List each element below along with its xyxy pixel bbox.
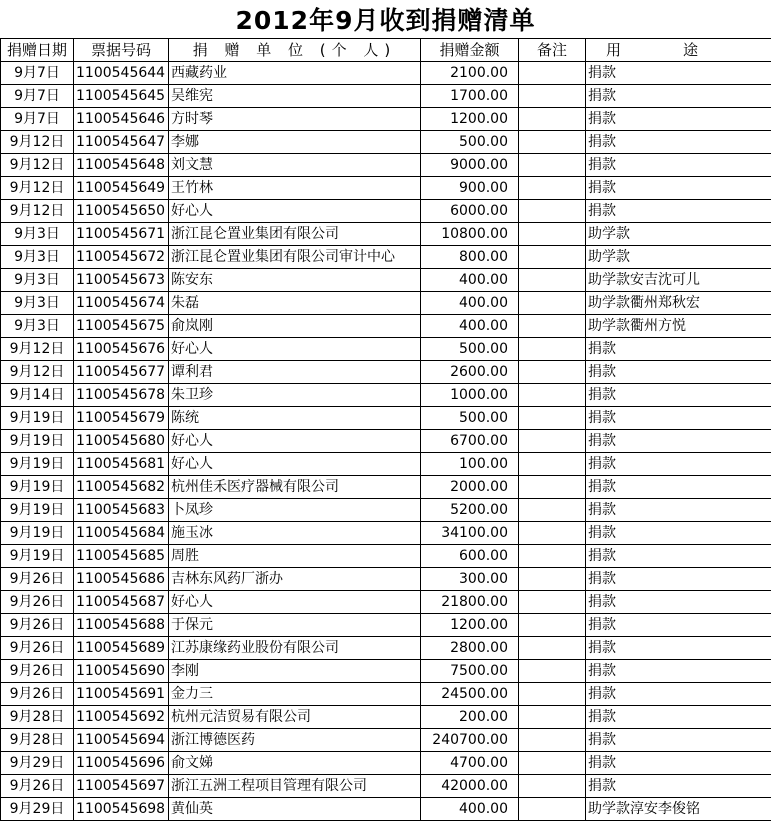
cell-amount: 2800.00	[421, 637, 519, 660]
cell-use: 捐款	[586, 476, 771, 499]
cell-receipt: 1100545672	[74, 246, 169, 269]
cell-amount: 900.00	[421, 177, 519, 200]
cell-amount: 800.00	[421, 246, 519, 269]
cell-use: 捐款	[586, 545, 771, 568]
cell-note	[519, 200, 586, 223]
table-row	[1, 407, 771, 430]
cell-use: 捐款	[586, 522, 771, 545]
cell-receipt: 1100545648	[74, 154, 169, 177]
cell-donor: 吉林东风药厂浙办	[169, 568, 421, 591]
cell-receipt: 1100545689	[74, 637, 169, 660]
cell-use: 捐款	[586, 407, 771, 430]
cell-donor: 好心人	[169, 453, 421, 476]
cell-amount: 500.00	[421, 131, 519, 154]
cell-use: 捐款	[586, 499, 771, 522]
cell-donor: 陈安东	[169, 269, 421, 292]
cell-note	[519, 660, 586, 683]
cell-date: 9月7日	[1, 108, 74, 131]
cell-date: 9月3日	[1, 269, 74, 292]
cell-note	[519, 269, 586, 292]
cell-use: 助学款	[586, 246, 771, 269]
table-row	[1, 568, 771, 591]
cell-date: 9月19日	[1, 430, 74, 453]
cell-amount: 400.00	[421, 798, 519, 821]
cell-donor: 卜凤珍	[169, 499, 421, 522]
cell-use: 捐款	[586, 683, 771, 706]
cell-receipt: 1100545688	[74, 614, 169, 637]
cell-use: 助学款衢州郑秋宏	[586, 292, 771, 315]
cell-date: 9月19日	[1, 522, 74, 545]
table-row	[1, 729, 771, 752]
cell-receipt: 1100545697	[74, 775, 169, 798]
cell-receipt: 1100545646	[74, 108, 169, 131]
cell-note	[519, 752, 586, 775]
table-row	[1, 292, 771, 315]
table-row	[1, 476, 771, 499]
cell-note	[519, 62, 586, 85]
cell-donor: 杭州佳禾医疗器械有限公司	[169, 476, 421, 499]
cell-note	[519, 683, 586, 706]
table-row	[1, 200, 771, 223]
cell-use: 捐款	[586, 637, 771, 660]
cell-amount: 2000.00	[421, 476, 519, 499]
cell-donor: 李刚	[169, 660, 421, 683]
cell-note	[519, 108, 586, 131]
cell-date: 9月29日	[1, 798, 74, 821]
cell-donor: 浙江五洲工程项目管理有限公司	[169, 775, 421, 798]
cell-receipt: 1100545685	[74, 545, 169, 568]
cell-donor: 浙江昆仑置业集团有限公司	[169, 223, 421, 246]
cell-receipt: 1100545682	[74, 476, 169, 499]
cell-receipt: 1100545691	[74, 683, 169, 706]
cell-date: 9月26日	[1, 614, 74, 637]
table-row	[1, 522, 771, 545]
cell-use: 捐款	[586, 85, 771, 108]
cell-amount: 24500.00	[421, 683, 519, 706]
cell-use: 捐款	[586, 706, 771, 729]
table-row	[1, 223, 771, 246]
donation-table	[0, 38, 771, 821]
table-row	[1, 131, 771, 154]
cell-date: 9月28日	[1, 706, 74, 729]
cell-donor: 李娜	[169, 131, 421, 154]
cell-date: 9月12日	[1, 177, 74, 200]
cell-receipt: 1100545678	[74, 384, 169, 407]
cell-donor: 俞文娣	[169, 752, 421, 775]
table-row	[1, 683, 771, 706]
cell-note	[519, 177, 586, 200]
cell-date: 9月3日	[1, 315, 74, 338]
cell-donor: 朱磊	[169, 292, 421, 315]
cell-donor: 好心人	[169, 591, 421, 614]
table-row	[1, 798, 771, 821]
cell-receipt: 1100545683	[74, 499, 169, 522]
cell-receipt: 1100545694	[74, 729, 169, 752]
cell-date: 9月3日	[1, 246, 74, 269]
cell-amount: 9000.00	[421, 154, 519, 177]
cell-note	[519, 154, 586, 177]
cell-use: 助学款安吉沈可儿	[586, 269, 771, 292]
cell-use: 捐款	[586, 108, 771, 131]
cell-use: 捐款	[586, 430, 771, 453]
cell-donor: 金力三	[169, 683, 421, 706]
cell-amount: 42000.00	[421, 775, 519, 798]
table-row	[1, 246, 771, 269]
cell-receipt: 1100545696	[74, 752, 169, 775]
cell-date: 9月14日	[1, 384, 74, 407]
cell-amount: 100.00	[421, 453, 519, 476]
cell-amount: 200.00	[421, 706, 519, 729]
header-receipt: 票据号码	[74, 39, 169, 62]
table-row	[1, 706, 771, 729]
cell-use: 捐款	[586, 591, 771, 614]
cell-donor: 西藏药业	[169, 62, 421, 85]
cell-amount: 6000.00	[421, 200, 519, 223]
cell-note	[519, 223, 586, 246]
cell-date: 9月19日	[1, 476, 74, 499]
cell-date: 9月12日	[1, 154, 74, 177]
cell-date: 9月12日	[1, 131, 74, 154]
cell-use: 捐款	[586, 177, 771, 200]
cell-receipt: 1100545671	[74, 223, 169, 246]
cell-note	[519, 476, 586, 499]
cell-amount: 5200.00	[421, 499, 519, 522]
header-name: 捐 赠 单 位 (个 人)	[169, 39, 421, 62]
cell-donor: 谭利君	[169, 361, 421, 384]
cell-note	[519, 706, 586, 729]
cell-date: 9月19日	[1, 499, 74, 522]
cell-amount: 2600.00	[421, 361, 519, 384]
cell-note	[519, 131, 586, 154]
cell-receipt: 1100545692	[74, 706, 169, 729]
header-use	[586, 39, 771, 62]
cell-receipt: 1100545690	[74, 660, 169, 683]
cell-use: 捐款	[586, 660, 771, 683]
cell-amount: 400.00	[421, 269, 519, 292]
table-row	[1, 453, 771, 476]
cell-note	[519, 315, 586, 338]
cell-receipt: 1100545673	[74, 269, 169, 292]
cell-amount: 400.00	[421, 315, 519, 338]
cell-date: 9月7日	[1, 62, 74, 85]
cell-receipt: 1100545674	[74, 292, 169, 315]
table-row	[1, 545, 771, 568]
cell-use: 助学款淳安李俊铭	[586, 798, 771, 821]
cell-date: 9月26日	[1, 683, 74, 706]
cell-donor: 黄仙英	[169, 798, 421, 821]
table-row	[1, 752, 771, 775]
cell-date: 9月12日	[1, 338, 74, 361]
cell-note	[519, 85, 586, 108]
cell-receipt: 1100545675	[74, 315, 169, 338]
cell-use: 捐款	[586, 200, 771, 223]
page-title: 2012年9月收到捐赠清单	[0, 0, 771, 38]
cell-use: 助学款	[586, 223, 771, 246]
cell-use: 捐款	[586, 338, 771, 361]
cell-donor: 施玉冰	[169, 522, 421, 545]
cell-donor: 朱卫珍	[169, 384, 421, 407]
cell-receipt: 1100545679	[74, 407, 169, 430]
cell-note	[519, 522, 586, 545]
cell-date: 9月7日	[1, 85, 74, 108]
cell-receipt: 1100545687	[74, 591, 169, 614]
cell-donor: 江苏康缘药业股份有限公司	[169, 637, 421, 660]
table-row	[1, 85, 771, 108]
cell-note	[519, 246, 586, 269]
cell-donor: 好心人	[169, 430, 421, 453]
cell-use: 捐款	[586, 614, 771, 637]
cell-note	[519, 568, 586, 591]
cell-date: 9月12日	[1, 361, 74, 384]
cell-receipt: 1100545650	[74, 200, 169, 223]
cell-amount: 4700.00	[421, 752, 519, 775]
cell-date: 9月3日	[1, 292, 74, 315]
cell-use: 助学款衢州方悦	[586, 315, 771, 338]
cell-donor: 浙江博德医药	[169, 729, 421, 752]
cell-amount: 1200.00	[421, 614, 519, 637]
table-row	[1, 430, 771, 453]
cell-donor: 杭州元洁贸易有限公司	[169, 706, 421, 729]
cell-note	[519, 384, 586, 407]
cell-receipt: 1100545681	[74, 453, 169, 476]
cell-date: 9月19日	[1, 545, 74, 568]
cell-amount: 300.00	[421, 568, 519, 591]
cell-date: 9月29日	[1, 752, 74, 775]
table-row	[1, 108, 771, 131]
cell-use: 捐款	[586, 453, 771, 476]
table-row	[1, 315, 771, 338]
cell-receipt: 1100545676	[74, 338, 169, 361]
cell-note	[519, 775, 586, 798]
cell-amount: 21800.00	[421, 591, 519, 614]
table-row	[1, 614, 771, 637]
cell-date: 9月26日	[1, 591, 74, 614]
cell-use: 捐款	[586, 62, 771, 85]
cell-receipt: 1100545698	[74, 798, 169, 821]
cell-donor: 于保元	[169, 614, 421, 637]
cell-donor: 刘文慧	[169, 154, 421, 177]
cell-donor: 方时琴	[169, 108, 421, 131]
table-row	[1, 660, 771, 683]
cell-amount: 7500.00	[421, 660, 519, 683]
table-row	[1, 775, 771, 798]
cell-donor: 王竹林	[169, 177, 421, 200]
cell-amount: 600.00	[421, 545, 519, 568]
cell-note	[519, 338, 586, 361]
cell-note	[519, 637, 586, 660]
cell-use: 捐款	[586, 384, 771, 407]
table-row	[1, 62, 771, 85]
cell-receipt: 1100545680	[74, 430, 169, 453]
table-body	[1, 62, 771, 821]
cell-date: 9月3日	[1, 223, 74, 246]
cell-date: 9月26日	[1, 568, 74, 591]
cell-use: 捐款	[586, 729, 771, 752]
cell-receipt: 1100545644	[74, 62, 169, 85]
cell-donor: 好心人	[169, 338, 421, 361]
cell-use: 捐款	[586, 361, 771, 384]
cell-date: 9月26日	[1, 637, 74, 660]
cell-date: 9月26日	[1, 660, 74, 683]
table-row	[1, 338, 771, 361]
cell-note	[519, 430, 586, 453]
header-row	[1, 39, 771, 62]
cell-note	[519, 614, 586, 637]
cell-amount: 2100.00	[421, 62, 519, 85]
cell-note	[519, 292, 586, 315]
cell-donor: 俞岚刚	[169, 315, 421, 338]
cell-use: 捐款	[586, 775, 771, 798]
cell-date: 9月28日	[1, 729, 74, 752]
cell-note	[519, 453, 586, 476]
cell-note	[519, 798, 586, 821]
cell-use: 捐款	[586, 752, 771, 775]
cell-donor: 浙江昆仑置业集团有限公司审计中心	[169, 246, 421, 269]
table-row	[1, 499, 771, 522]
cell-receipt: 1100545645	[74, 85, 169, 108]
cell-receipt: 1100545686	[74, 568, 169, 591]
header-use-1: 用	[606, 41, 621, 59]
cell-donor: 吴维宪	[169, 85, 421, 108]
cell-note	[519, 545, 586, 568]
cell-date: 9月26日	[1, 775, 74, 798]
cell-receipt: 1100545677	[74, 361, 169, 384]
cell-amount: 1000.00	[421, 384, 519, 407]
table-row	[1, 177, 771, 200]
table-row	[1, 154, 771, 177]
cell-amount: 1700.00	[421, 85, 519, 108]
cell-note	[519, 361, 586, 384]
header-note: 备注	[519, 39, 586, 62]
header-use-2: 途	[683, 41, 698, 59]
table-row	[1, 384, 771, 407]
cell-amount: 10800.00	[421, 223, 519, 246]
cell-amount: 6700.00	[421, 430, 519, 453]
cell-amount: 1200.00	[421, 108, 519, 131]
table-row	[1, 637, 771, 660]
cell-date: 9月19日	[1, 453, 74, 476]
cell-note	[519, 499, 586, 522]
cell-amount: 240700.00	[421, 729, 519, 752]
cell-amount: 34100.00	[421, 522, 519, 545]
cell-use: 捐款	[586, 568, 771, 591]
cell-note	[519, 407, 586, 430]
table-row	[1, 269, 771, 292]
cell-amount: 400.00	[421, 292, 519, 315]
header-date: 捐赠日期	[1, 39, 74, 62]
cell-amount: 500.00	[421, 338, 519, 361]
cell-date: 9月12日	[1, 200, 74, 223]
cell-note	[519, 591, 586, 614]
cell-receipt: 1100545649	[74, 177, 169, 200]
cell-note	[519, 729, 586, 752]
cell-receipt: 1100545684	[74, 522, 169, 545]
cell-donor: 好心人	[169, 200, 421, 223]
cell-donor: 陈统	[169, 407, 421, 430]
cell-donor: 周胜	[169, 545, 421, 568]
cell-amount: 500.00	[421, 407, 519, 430]
cell-receipt: 1100545647	[74, 131, 169, 154]
cell-date: 9月19日	[1, 407, 74, 430]
header-amount: 捐赠金额	[421, 39, 519, 62]
table-row	[1, 591, 771, 614]
cell-use: 捐款	[586, 131, 771, 154]
table-row	[1, 361, 771, 384]
cell-use: 捐款	[586, 154, 771, 177]
